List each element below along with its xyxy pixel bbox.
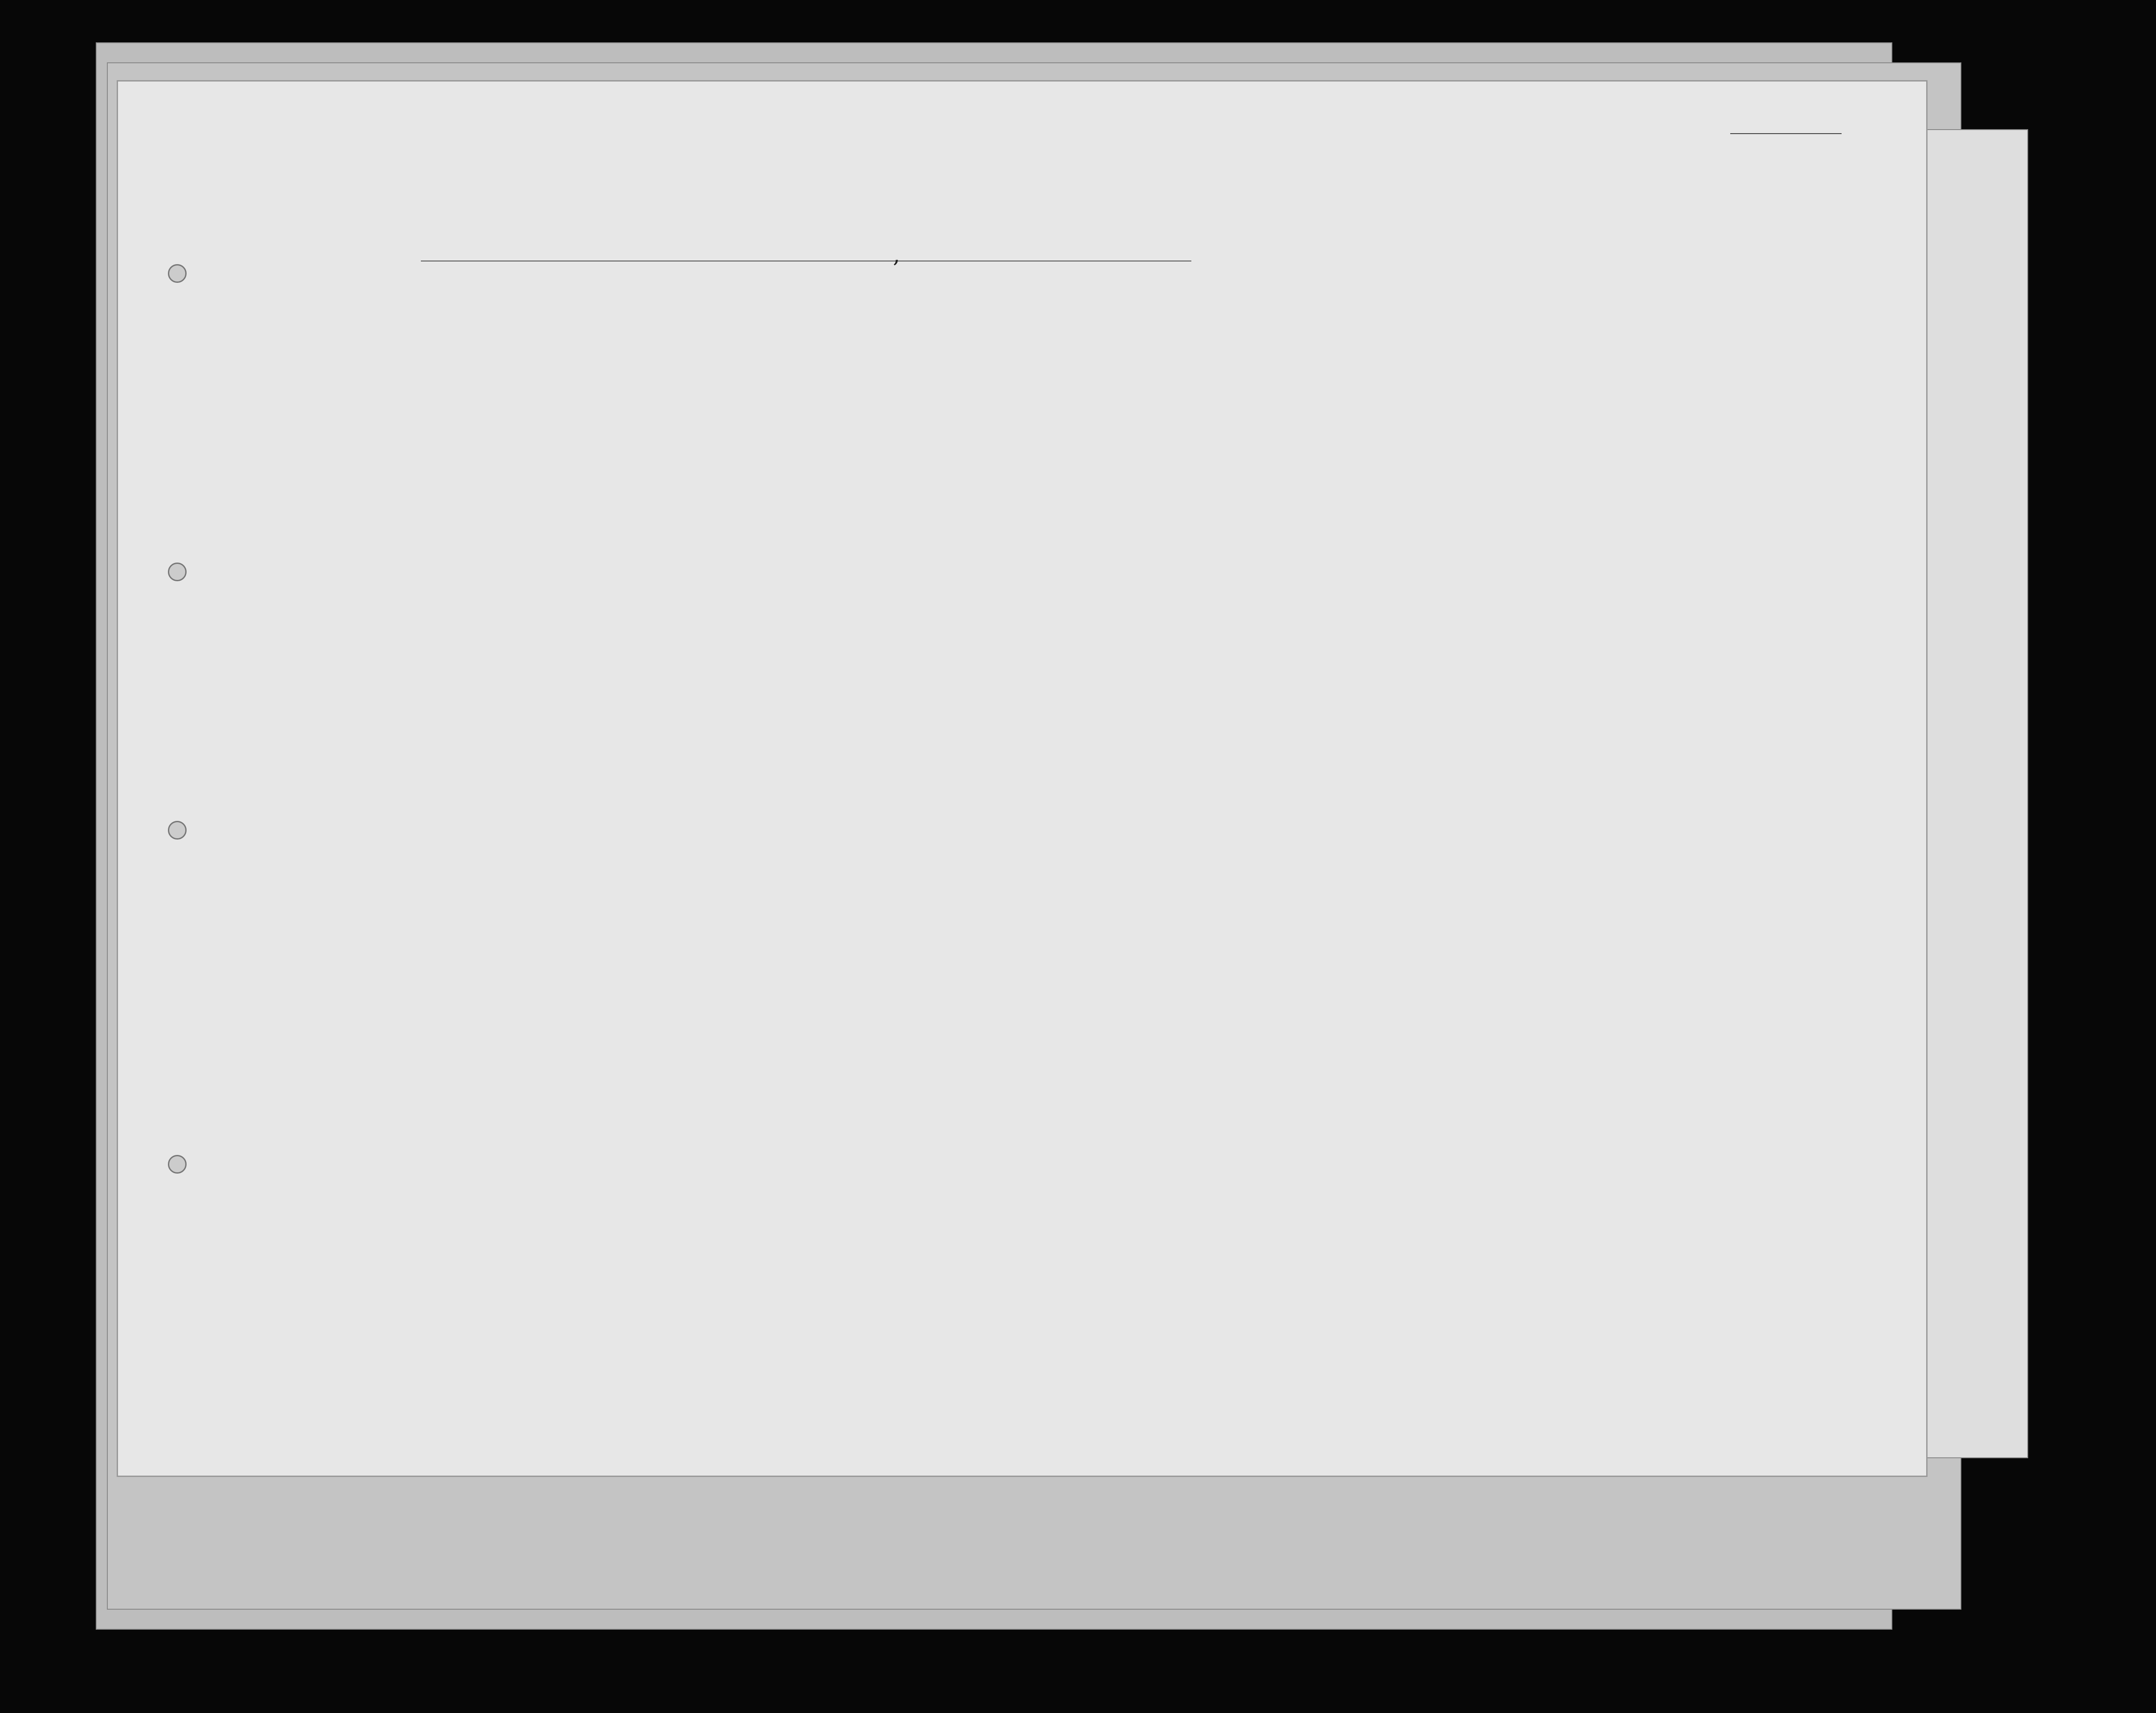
punch-hole — [168, 563, 187, 581]
punch-hole — [168, 1155, 187, 1174]
comma: , — [893, 242, 900, 268]
manifest-sheet — [117, 80, 1928, 1477]
punch-hole — [168, 821, 187, 840]
punch-hole — [168, 264, 187, 283]
